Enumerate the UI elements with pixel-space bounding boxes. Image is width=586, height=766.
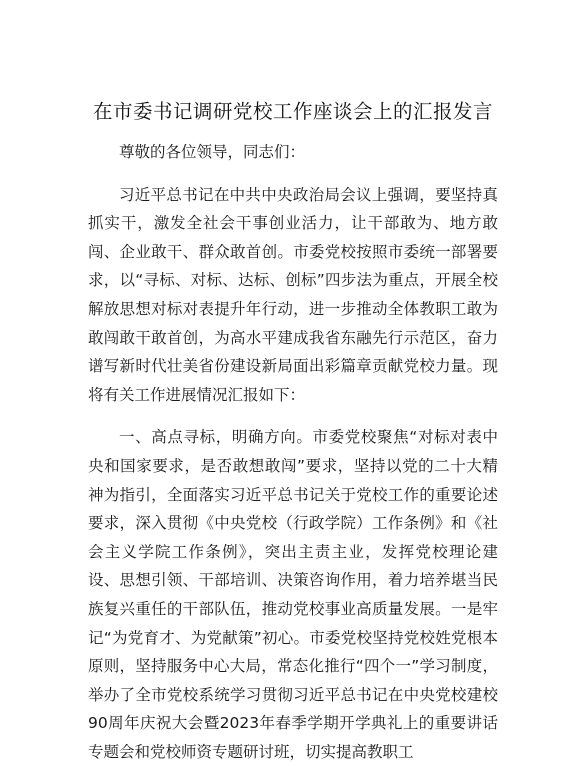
- document-body: [88, 138, 498, 766]
- salutation: 尊敬的各位领导，同志们：: [119, 143, 306, 161]
- paragraph-gap: [88, 167, 498, 181]
- paragraph-2: 一、高点寻标，明确方向。市委党校聚焦“对标对表中央和国家要求，是否敢想敢闯”要求，坚持以党的二十大精神为指引，全面落实习近平总书记关于党校工作的重要论述要求，深入贯彻《中央党校（行政学院）工作条例》和《社会主义学院工作条例》，突出主责主业，发挥党校理论建设、思想引领、干部培训、决策咨询作用，着力培养堪当民族复兴重任的干部队伍，推动党校事业高质量发展。一是牢记“为党育才、为党献策”初心。市委党校坚持党校姓党根本原则，坚持服务中心大局，常态化推行“四个一”学习制度，举办了全市党校系统学习贯彻习近平总书记在中央党校建校90周年庆祝大会暨2023年春季学期开学典礼上的重要讲话专题会和党校师资专题研讨班，切实提高教职工: [88, 428, 498, 761]
- document-title: 在市委书记调研党校工作座谈会上的汇报发言: [92, 100, 493, 123]
- paragraph-gap: [88, 409, 498, 423]
- paragraph-1: 习近平总书记在中共中央政治局会议上强调，要坚持真抓实干，激发全社会干事创业活力，让干部敢为、地方敢闯、企业敢干、群众敢首创。市委党校按照市委统一部署要求，以“寻标、对标、达标、创标”四步法为重点，开展全校解放思想对标对表提升年行动，进一步推动全体教职工敢为敢闯敢干敢首创，为高水平建成我省东融先行示范区，奋力谱写新时代壮美省份建设新局面出彩篇章贡献党校力量。现将有关工作进展情况汇报如下：: [88, 185, 498, 404]
